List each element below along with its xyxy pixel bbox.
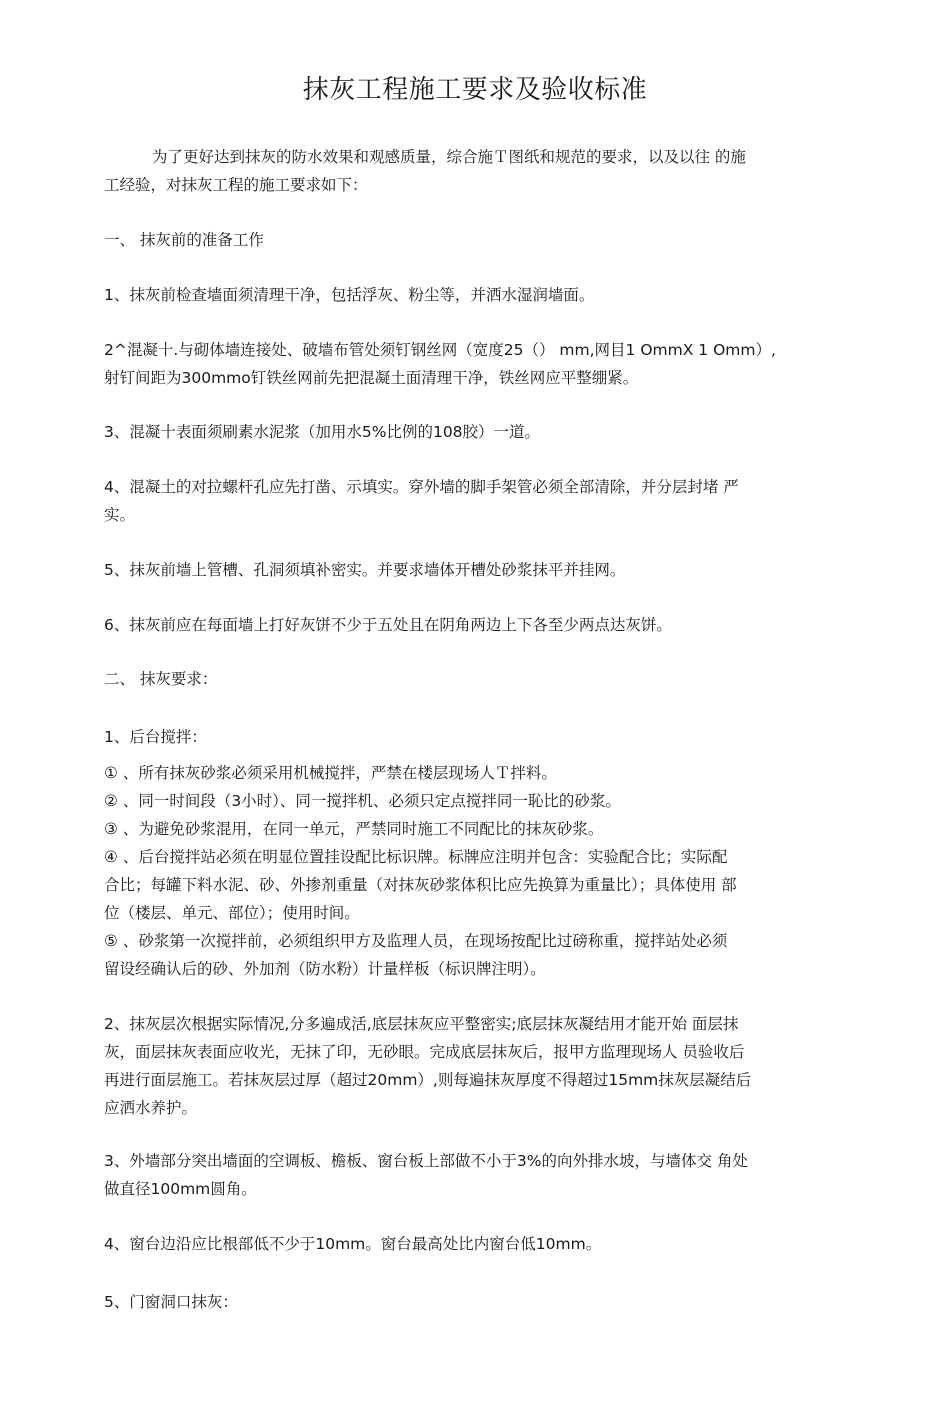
para-line: 2、抹灰层次根据实际情况,分多遍成活,底层抹灰应平整密实;底层抹灰凝结用才能开始 面层抹 (104, 1015, 739, 1033)
para-line: 4、窗台边沿应比根部低不少于10mm。窗台最高处比内窗台低10mm。 (104, 1235, 602, 1253)
item-line: 实。 (104, 506, 136, 524)
list-line: ④ 、后台搅拌站必须在明显位置挂设配比标识牌。标牌应注明并包含：实验配合比；实际配 (104, 848, 728, 866)
item-line: 射钉间距为300mmo钉铁丝网前先把混凝土面清理干净，铁丝网应平整绷紧。 (104, 369, 639, 387)
list-line: ③ 、为避免砂浆混用，在同一单元，严禁同时施工不同配比的抹灰砂浆。 (104, 820, 604, 838)
section-2-sub-2 (104, 1010, 848, 1122)
section-2-heading: 二、 抹灰要求： (104, 670, 218, 688)
item-line: 4、混凝土的对拉螺杆孔应先打凿、示填实。穿外墙的脚手架管必须全部清除，并分层封堵 严 (104, 478, 739, 496)
section-1-item-6 (104, 611, 848, 639)
section-1-item-3 (104, 418, 848, 446)
para-line: 5、门窗洞口抹灰： (104, 1293, 238, 1311)
para-line: 灰，面层抹灰表面应收光，无抹了印，无砂眼。完成底层抹灰后，报甲方监理现场人 员验收后 (104, 1043, 745, 1061)
section-2-sub-3 (104, 1147, 848, 1203)
para-line: 3、外墙部分突出墙面的空调板、檐板、窗台板上部做不小于3%的向外排水坡，与墙体交 角处 (104, 1152, 748, 1170)
section-1-item-2 (104, 336, 848, 392)
para-line: 应洒水养护。 (104, 1099, 198, 1117)
item-line: 1、抹灰前检查墙面须清理干净，包括浮灰、粉尘等，并洒水湿润墙面。 (104, 286, 595, 304)
item-line: 6、抹灰前应在每面墙上打好灰饼不少于五处且在阴角两边上下各至少两点达灰饼。 (104, 616, 672, 634)
list-line: 位（楼层、单元、部位）；使用时间。 (104, 904, 360, 922)
para-line: 再进行面层施工。若抹灰层过厚（超过20mm）,则每遍抹灰厚度不得超过15mm抹灰层凝结后 (104, 1071, 752, 1089)
list-line: 留设经确认后的砂、外加剂（防水粉）计量样板（标识牌注明）。 (104, 960, 546, 978)
section-1-item-4 (104, 473, 848, 529)
intro-line: 工经验，对抹灰工程的施工要求如下： (104, 176, 368, 194)
section-1-heading: 一、 抹灰前的准备工作 (104, 231, 264, 249)
document-title: 抹灰工程施工要求及验收标准 (302, 75, 648, 105)
list-line: ① 、所有抹灰砂浆必须采用机械搅拌，严禁在楼层现场人Ｔ拌料。 (104, 764, 557, 782)
section-2-sub-4 (104, 1230, 848, 1258)
list-line: ⑤ 、砂浆第一次搅拌前，必须组织甲方及监理人员，在现场按配比过磅称重，搅拌站处必须 (104, 932, 728, 950)
intro-paragraph (104, 143, 848, 199)
list-line: 合比；每罐下料水泥、砂、外掺剂重量（对抹灰砂浆体积比应先换算为重量比）；具体使用 部 (104, 876, 737, 894)
intro-line: 为了更好达到抹灰的防水效果和观感质量，综合施Ｔ图纸和规范的要求，以及以往 的施 (152, 148, 746, 166)
section-2-sub-1-list (104, 759, 848, 983)
section-1-item-1 (104, 281, 848, 309)
section-1-item-5 (104, 556, 848, 584)
item-line: 2^混凝十.与砌体墙连接处、破墙布管处须钉钢丝网（宽度25（） mm,网目1 OmmX 1 Omm）, (104, 341, 776, 359)
section-2-sub-1-label: 1、后台搅拌： (104, 728, 207, 746)
para-line: 做直径100mm圆角。 (104, 1180, 257, 1198)
item-line: 3、混凝十表面须刷素水泥浆（加用水5%比例的108胶）一道。 (104, 423, 541, 441)
section-2-sub-5 (104, 1288, 848, 1316)
item-line: 5、抹灰前墙上管槽、孔洞须填补密实。并要求墙体开槽处砂浆抹平并挂网。 (104, 561, 626, 579)
list-line: ② 、同一时间段（3小时）、同一搅拌机、必须只定点搅拌同一恥比的砂浆。 (104, 792, 621, 810)
